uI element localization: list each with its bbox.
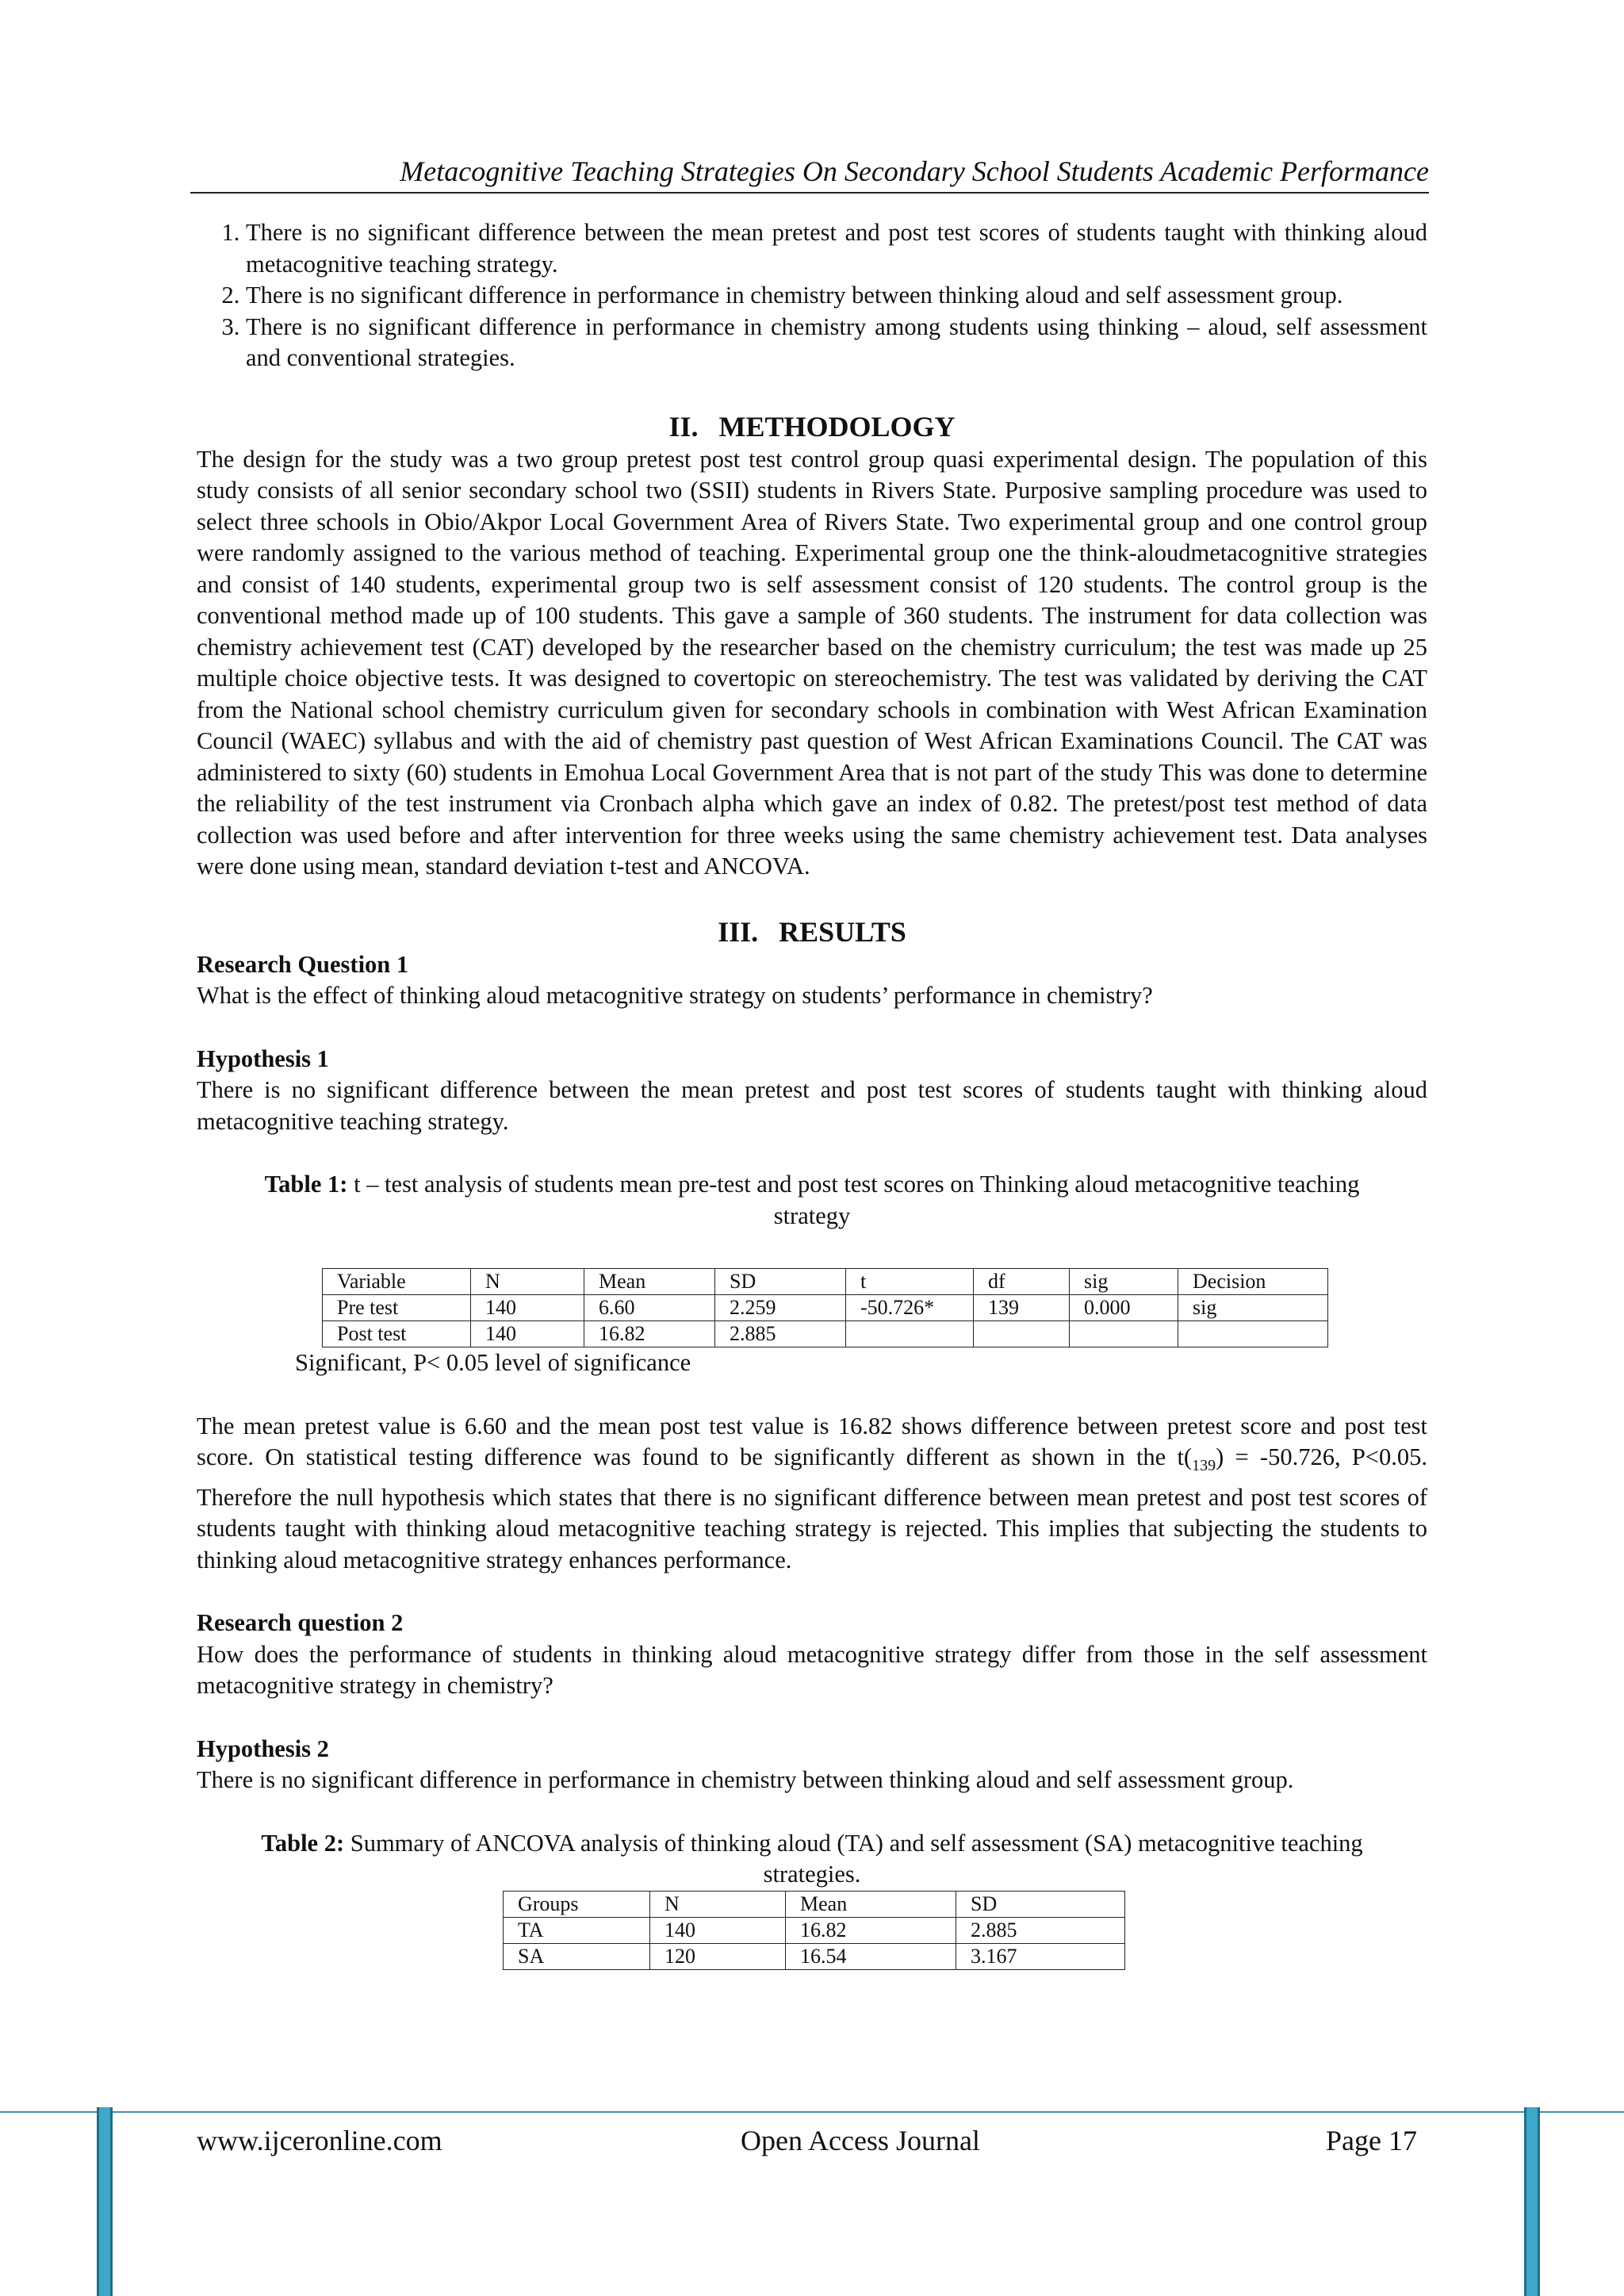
table-cell: Pre test [323,1295,471,1321]
table-cell [1070,1321,1178,1347]
table-1-interpretation [197,1411,1427,1577]
table-cell: -50.726* [846,1295,974,1321]
table-1-significance-note: Significant, P< 0.05 level of significance [295,1349,691,1376]
table-header-cell: Variable [323,1269,471,1295]
table-header-cell: N [650,1891,786,1917]
hypothesis-item: 3. There is no significant difference in performance in chemistry among students using thinking – aloud, self assessment and conventional strategies. [246,312,1427,374]
hypothesis-item: 1. There is no significant difference between the mean pretest and post test scores of students taught with thinking aloud metacognitive teaching strategy. [246,217,1427,280]
table-1-wrapper [322,1268,1427,1347]
research-question-2-text: How does the performance of students in thinking aloud metacognitive strategy differ from those in the self assessment metacognitive strategy in chemistry? [197,1640,1427,1700]
table-header-cell: df [974,1269,1070,1295]
right-decorative-bar [1524,2107,1540,2296]
table-cell: SA [504,1943,650,1969]
degrees-of-freedom-subscript: 139 [1192,1457,1216,1475]
table-header-cell: SD [956,1891,1125,1917]
footer-rule [0,2111,1624,2113]
hypothesis-2-text: There is no significant difference in performance in chemistry between thinking aloud and self assessment group. [197,1766,1294,1794]
page-content [197,217,1427,1970]
table-row [323,1321,1328,1347]
table-2-caption-text: Summary of ANCOVA analysis of thinking aloud (TA) and self assessment (SA) metacognitive teaching strategies. [350,1829,1363,1888]
table-cell: Post test [323,1321,471,1347]
table-cell: 139 [974,1295,1070,1321]
table-header-cell: SD [715,1269,846,1295]
table-header-row [323,1269,1328,1295]
results-number: III. [718,915,759,948]
table-cell: 3.167 [956,1943,1125,1969]
hypothesis-1-text: There is no significant difference between the mean pretest and post test scores of students taught with thinking aloud metacognitive teaching strategy. [197,1076,1427,1135]
table-header-cell: N [471,1269,584,1295]
table-cell: 6.60 [584,1295,715,1321]
hypothesis-2-label: Hypothesis 2 [197,1734,329,1762]
table-header-row [504,1891,1125,1917]
table-header-cell: Groups [504,1891,650,1917]
hypothesis-item: 2. There is no significant difference in performance in chemistry between thinking aloud and self assessment group. [246,280,1427,312]
table-cell: 2.885 [715,1321,846,1347]
table-row [504,1943,1125,1969]
methodology-number: II. [668,410,699,443]
table-2-label: Table 2: [261,1829,345,1857]
table-cell: 16.82 [584,1321,715,1347]
table-cell [846,1321,974,1347]
table-2 [503,1891,1125,1970]
table-1 [322,1268,1328,1347]
methodology-paragraph: The design for the study was a two group pretest post test control group quasi experimental design. The population of this study consists of all senior secondary school two (SSII) students in Rivers State. Purposive sampling procedure was used to select three schools in Obio/Akpor Local Government Area of Rivers State. Two experimental group and one control group were randomly assigned to the various method of teaching. Experimental group one the think-aloudmetacognitive strategies and consist of 140 students, experimental group two is self assessment consist of 120 students. The control group is the conventional method made up of 100 students. This gave a sample of 360 students. The instrument for data collection was chemistry achievement test (CAT) developed by the researcher based on the chemistry curriculum; the test was made up 25 multiple choice objective tests. It was designed to covertopic on stereochemistry. The test was validated by deriving the CAT from the National school chemistry curriculum given for secondary schools in combination with West African Examination Council (WAEC) syllabus and with the aid of chemistry past question of West African Examinations Council. The CAT was administered to sixty (60) students in Emohua Local Government Area that is not part of the study This was done to determine the reliability of the test instrument via Cronbach alpha which gave an index of 0.82. The pretest/post test method of data collection was used before and after intervention for three weeks using the same chemistry achievement test. Data analyses were done using mean, standard deviation t-test and ANCOVA. [197,445,1427,880]
methodology-title: METHODOLOGY [718,410,956,443]
table-cell [1178,1321,1328,1347]
left-decorative-bar [97,2107,113,2296]
table-cell: 2.259 [715,1295,846,1321]
table-cell: 140 [650,1917,786,1943]
table-header-cell: t [846,1269,974,1295]
results-title: RESULTS [779,915,906,948]
table-cell [974,1321,1070,1347]
table-cell: 140 [471,1321,584,1347]
interpretation-text-end: ) = -50.726, P<0.05. Therefore the null hypothesis which states that there is no significant difference between mean pretest and post test scores of students taught with thinking aloud metacognitive teaching strategy is rejected. This implies that subjecting the students to thinking aloud metacognitive strategy enhances performance. [197,1443,1427,1573]
table-cell: 2.885 [956,1917,1125,1943]
running-header: Metacognitive Teaching Strategies On Secondary School Students Academic Performance [400,155,1429,187]
table-row [504,1917,1125,1943]
research-question-1-text: What is the effect of thinking aloud metacognitive strategy on students’ performance in chemistry? [197,982,1153,1009]
footer-url-link[interactable]: www.ijceronline.com [197,2125,442,2156]
table-1-caption-text: t – test analysis of students mean pre-test and post test scores on Thinking aloud metacognitive teaching strategy [354,1171,1360,1229]
table-cell: 120 [650,1943,786,1969]
results-heading [197,914,1427,949]
methodology-heading [197,409,1427,444]
table-cell: TA [504,1917,650,1943]
table-1-label: Table 1: [264,1171,348,1198]
research-question-2-label: Research question 2 [197,1609,404,1637]
table-header-cell: Decision [1178,1269,1328,1295]
table-header-cell: sig [1070,1269,1178,1295]
table-cell: 16.54 [786,1943,956,1969]
table-1-caption [197,1169,1427,1232]
interpretation-text-start: The mean pretest value is 6.60 and the mean post test value is 16.82 shows difference between pretest score and post test score. On statistical testing difference was found to be significantly different as shown in the t( [197,1412,1427,1470]
table-cell: sig [1178,1295,1328,1321]
table-row [323,1295,1328,1321]
table-cell: 140 [471,1295,584,1321]
table-2-caption [197,1828,1427,1891]
table-2-wrapper [503,1891,1427,1970]
research-question-1-label: Research Question 1 [197,950,409,978]
table-header-cell: Mean [786,1891,956,1917]
footer-page-number: Page 17 [1326,2125,1417,2156]
table-cell: 16.82 [786,1917,956,1943]
footer-journal: Open Access Journal [741,2125,980,2156]
hypotheses-list [197,217,1427,374]
header-rule [190,192,1429,194]
hypothesis-1-label: Hypothesis 1 [197,1045,329,1072]
table-cell: 0.000 [1070,1295,1178,1321]
table-header-cell: Mean [584,1269,715,1295]
